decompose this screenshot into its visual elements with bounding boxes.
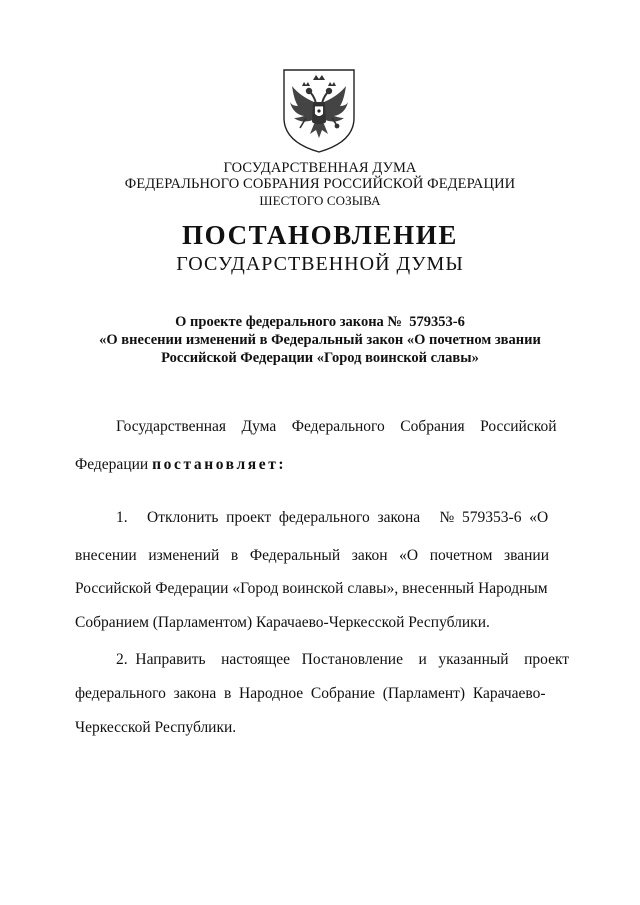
clause1-line-4: Собранием (Парламентом) Карачаево-Черкесской Республики. <box>75 614 490 631</box>
subject-line-3: Российской Федерации «Город воинской славы» <box>161 350 479 366</box>
preamble-prefix: Федерации <box>75 456 153 473</box>
preamble-verb: постановляет: <box>152 456 287 473</box>
document-issuer-title: ГОСУДАРСТВЕННОЙ ДУМЫ <box>176 253 464 275</box>
preamble-line-2 <box>75 456 564 474</box>
clause2-line-3: Черкесской Республики. <box>75 719 237 736</box>
clause1-line-1: 1. Отклонить проект федерального закона № 579353-6 «О <box>116 509 549 526</box>
coat-of-arms-icon <box>280 66 358 154</box>
document-type-title: ПОСТАНОВЛЕНИЕ <box>182 220 458 250</box>
clause2-line-1: 2. Направить настоящее Постановление и указанный проект <box>116 651 570 668</box>
clause1-line-3: Российской Федерации «Город воинской славы», внесенный Народным <box>75 580 548 597</box>
header-assembly: ФЕДЕРАЛЬНОГО СОБРАНИЯ РОССИЙСКОЙ ФЕДЕРАЦИИ <box>124 176 516 192</box>
subject-line-2: «О внесении изменений в Федеральный закон «О почетном звании <box>99 332 541 348</box>
header-chamber: ГОСУДАРСТВЕННАЯ ДУМА <box>223 160 417 176</box>
preamble-line-1: Государственная Дума Федерального Собрания Российской <box>116 418 557 435</box>
header-convocation: ШЕСТОГО СОЗЫВА <box>259 193 381 208</box>
subject-line-1: О проекте федерального закона № 579353-6 <box>175 314 465 330</box>
clause2-line-2: федерального закона в Народное Собрание (Парламент) Карачаево- <box>75 685 546 702</box>
clause1-line-2: внесении изменений в Федеральный закон «О почетном звании <box>75 547 549 564</box>
